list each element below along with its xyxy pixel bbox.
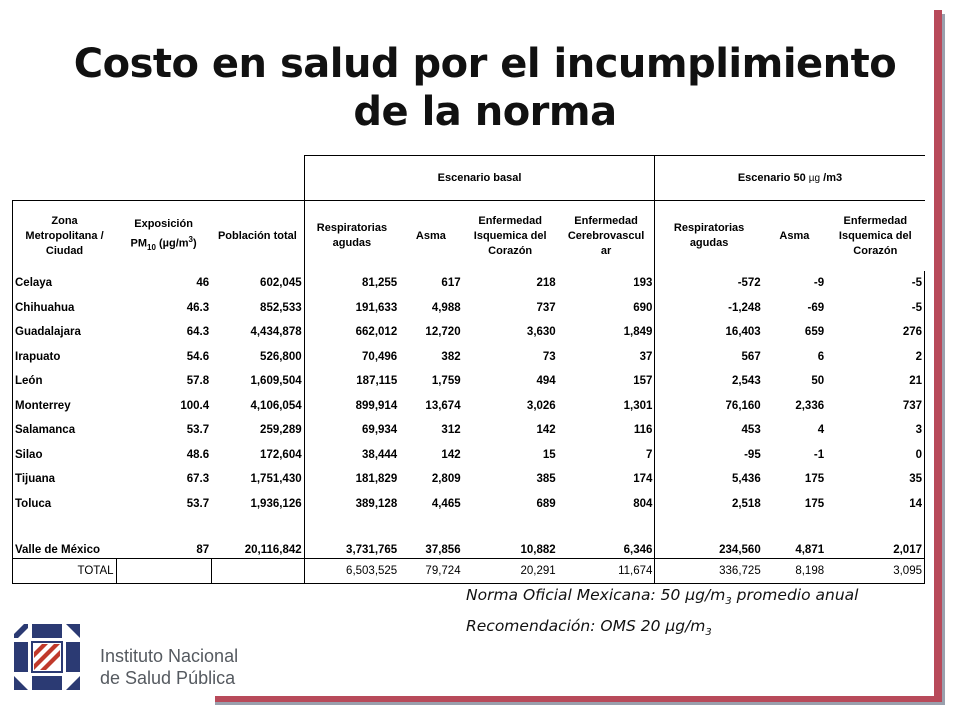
cell-eic-50: 737 (826, 394, 924, 419)
cell-ecv-basal: 690 (558, 296, 655, 321)
cell-resp-50: 567 (741, 350, 761, 363)
cell-resp-50: 16,403 (725, 326, 761, 339)
cell-eic-basal: 494 (536, 375, 556, 388)
group-header-scenario-50: Escenario 50 µg /m3 (655, 156, 925, 201)
table-row (13, 345, 925, 370)
health-cost-table (12, 155, 925, 584)
total-cell-asma-50: 8,198 (763, 559, 826, 584)
cell-eic-50: 2 (826, 345, 924, 370)
cell-resp-50: 2,543 (731, 375, 761, 388)
cell-asma-basal: 37,856 (399, 516, 462, 559)
cell-resp-basal: 181,829 (355, 473, 398, 486)
table-row (13, 271, 925, 296)
cell-resp-basal: 662,012 (355, 326, 398, 339)
col-header-eic-50: Enfermedad Isquemica del Corazón (838, 214, 912, 257)
frame-right-shadow (942, 14, 945, 705)
cell-eic-basal: 142 (536, 424, 556, 437)
cell-asma-basal: 2,809 (431, 473, 461, 486)
empty-header-cell (211, 156, 304, 201)
cell-resp-basal: 899,914 (355, 399, 398, 412)
cell-exposicion: 46 (196, 277, 210, 290)
table-row (13, 418, 925, 443)
note-norma: Norma Oficial Mexicana: 50 $\mu g/m_3$ promedio anual (466, 586, 859, 608)
cell-asma-basal: 4,465 (431, 497, 461, 510)
frame-right-border (934, 10, 942, 698)
table-row (13, 296, 925, 321)
slide-title-line-2: de la norma (353, 89, 617, 135)
col-header-eic-basal: Enfermedad Isquemica del Corazón (473, 214, 547, 257)
cell-resp-basal: 81,255 (362, 277, 398, 290)
cell-exposicion: 48.6 (186, 448, 210, 461)
cell-ecv-basal: 7 (558, 443, 655, 468)
cell-asma-50: -9 (813, 277, 825, 290)
cell-eic-basal: 218 (536, 277, 556, 290)
empty-header-cell (116, 156, 211, 201)
cell-eic-basal: 73 (542, 350, 556, 363)
cell-asma-50: 6 (817, 350, 825, 363)
cell-asma-50: 4,871 (763, 516, 826, 559)
cell-asma-50: 175 (804, 473, 825, 486)
cell-eic-50: 35 (826, 467, 924, 492)
cell-zona: Irapuato (13, 345, 117, 370)
cell-resp-basal: 187,115 (356, 375, 398, 388)
cell-exposicion: 57.8 (186, 375, 210, 388)
cell-resp-50: -572 (737, 277, 761, 290)
cell-resp-basal: 69,934 (362, 424, 398, 437)
cell-asma-basal: 1,759 (431, 375, 461, 388)
cell-asma-50: -1 (813, 448, 825, 461)
cell-resp-50: 453 (741, 424, 761, 437)
cell-resp-basal: 3,731,765 (304, 516, 399, 559)
table-body (13, 271, 925, 584)
total-cell-resp-50: 336,725 (655, 559, 763, 584)
cell-zona: Chihuahua (13, 296, 117, 321)
cell-eic-50: 21 (826, 369, 924, 394)
cell-asma-basal: 312 (441, 424, 461, 437)
cell-asma-basal: 12,720 (425, 326, 461, 339)
total-cell-eic-basal: 20,291 (463, 559, 558, 584)
cell-zona: León (13, 369, 117, 394)
cell-resp-50: -1,248 (728, 301, 761, 314)
cell-zona: Celaya (13, 271, 117, 296)
cell-eic-basal: 689 (536, 497, 556, 510)
col-header-resp-50: Respiratorias agudas (655, 201, 763, 272)
cell-ecv-basal: 116 (558, 418, 655, 443)
cell-poblacion: 4,106,054 (211, 394, 304, 419)
cell-zona: Valle de México (13, 516, 117, 559)
cell-zona: Toluca (13, 492, 117, 517)
cell-zona: Monterrey (13, 394, 117, 419)
total-cell-resp-basal: 6,503,525 (304, 559, 399, 584)
cell-asma-50: 659 (804, 326, 825, 339)
cell-resp-50: 234,560 (655, 516, 763, 559)
cell-eic-50: 3 (826, 418, 924, 443)
slide-title (40, 40, 930, 136)
cell-poblacion: 1,936,126 (211, 492, 304, 517)
cell-asma-50: -69 (807, 301, 825, 314)
table-row (13, 516, 925, 559)
cell-exposicion: 64.3 (186, 326, 210, 339)
total-cell-ecv-basal: 11,674 (558, 559, 655, 584)
insp-logo-icon (10, 620, 90, 700)
table-column-header-row (13, 201, 925, 272)
cell-eic-basal: 385 (536, 473, 556, 486)
cell-resp-basal: 70,496 (362, 350, 398, 363)
cell-zona: Salamanca (13, 418, 117, 443)
group-header-basal: Escenario basal (304, 156, 655, 201)
cell-eic-basal: 737 (536, 301, 556, 314)
cell-resp-basal: 38,444 (362, 448, 398, 461)
cell-zona: Tijuana (13, 467, 117, 492)
col-header-poblacion: Población total (211, 201, 304, 272)
table-row (13, 320, 925, 345)
col-header-ecv-basal: Enfermedad Cerebrovascul ar (567, 214, 645, 257)
cell-ecv-basal: 193 (558, 271, 655, 296)
insp-logo-text (100, 645, 238, 689)
cell-eic-50: 14 (826, 492, 924, 517)
cell-poblacion: 1,609,504 (211, 369, 304, 394)
cell-ecv-basal: 6,346 (558, 516, 655, 559)
cell-eic-50: 2,017 (826, 516, 924, 559)
cell-poblacion: 20,116,842 (211, 516, 304, 559)
cell-asma-50: 50 (811, 375, 825, 388)
cell-ecv-basal: 1,849 (558, 320, 655, 345)
cell-exposicion: 87 (116, 516, 211, 559)
cell-exposicion: 67.3 (186, 473, 210, 486)
total-cell-eic-50: 3,095 (826, 559, 924, 584)
total-cell-zona: TOTAL (13, 559, 117, 584)
cell-ecv-basal: 1,301 (558, 394, 655, 419)
cell-eic-50: 276 (826, 320, 924, 345)
cell-eic-basal: 10,882 (463, 516, 558, 559)
cell-resp-50: -95 (744, 448, 761, 461)
cell-poblacion: 172,604 (211, 443, 304, 468)
cell-eic-basal: 3,026 (526, 399, 556, 412)
table-row (13, 369, 925, 394)
cell-resp-50: 76,160 (725, 399, 761, 412)
table-row (13, 492, 925, 517)
cell-eic-basal: 3,630 (526, 326, 556, 339)
cell-poblacion: 602,045 (211, 271, 304, 296)
cell-asma-50: 2,336 (795, 399, 825, 412)
cell-asma-basal: 382 (441, 350, 461, 363)
cell-exposicion: 54.6 (186, 350, 210, 363)
cell-eic-50: -5 (826, 296, 924, 321)
col-header-zona: Zona Metropolitana / Ciudad (13, 201, 117, 272)
table-total-row (13, 559, 925, 584)
note-oms: Recomendación: OMS 20 $\mu g/m_3$ (466, 617, 712, 639)
cell-poblacion: 526,800 (211, 345, 304, 370)
cell-exposicion: 53.7 (186, 424, 210, 437)
cell-ecv-basal: 174 (558, 467, 655, 492)
cell-poblacion: 259,289 (211, 418, 304, 443)
notes (466, 583, 858, 645)
cell-ecv-basal: 37 (558, 345, 655, 370)
frame-bottom-border (215, 696, 942, 702)
total-cell-asma-basal: 79,724 (399, 559, 462, 584)
cell-asma-basal: 4,988 (431, 301, 461, 314)
cell-resp-basal: 389,128 (355, 497, 398, 510)
cell-exposicion: 53.7 (186, 497, 210, 510)
total-cell-exposicion (116, 559, 211, 584)
cell-poblacion: 852,533 (211, 296, 304, 321)
total-cell-poblacion (211, 559, 304, 584)
table-row (13, 443, 925, 468)
cell-exposicion: 100.4 (180, 399, 210, 412)
cell-asma-basal: 142 (441, 448, 461, 461)
cell-exposicion: 46.3 (186, 301, 210, 314)
frame-bottom-shadow (215, 702, 942, 705)
cell-eic-basal: 15 (542, 448, 556, 461)
col-header-asma-basal: Asma (415, 229, 446, 242)
col-header-resp-basal: Respiratorias agudas (304, 201, 399, 272)
cell-resp-50: 5,436 (731, 473, 761, 486)
cell-asma-basal: 13,674 (425, 399, 461, 412)
cell-zona: Silao (13, 443, 117, 468)
cell-eic-50: 0 (826, 443, 924, 468)
cell-eic-50: -5 (826, 271, 924, 296)
cell-asma-basal: 617 (441, 277, 461, 290)
cell-ecv-basal: 157 (558, 369, 655, 394)
slide-title-line-1: Costo en salud por el incumplimiento (73, 41, 897, 87)
cell-zona: Guadalajara (13, 320, 117, 345)
empty-header-cell (13, 156, 117, 201)
cell-asma-50: 175 (804, 497, 825, 510)
col-header-asma-50: Asma (779, 229, 810, 242)
logo-text-line-2: de Salud Pública (100, 668, 236, 688)
table-row (13, 394, 925, 419)
cell-resp-basal: 191,633 (355, 301, 398, 314)
cell-asma-50: 4 (817, 424, 825, 437)
table-group-header-row (13, 156, 925, 201)
cell-ecv-basal: 804 (558, 492, 655, 517)
col-header-exposicion: Exposición $PM_{10}$ $(\mu g/m^3)$ (116, 201, 211, 272)
cell-resp-50: 2,518 (731, 497, 761, 510)
cell-poblacion: 4,434,878 (211, 320, 304, 345)
logo-text-line-1: Instituto Nacional (100, 646, 239, 666)
cell-poblacion: 1,751,430 (211, 467, 304, 492)
table-row (13, 467, 925, 492)
